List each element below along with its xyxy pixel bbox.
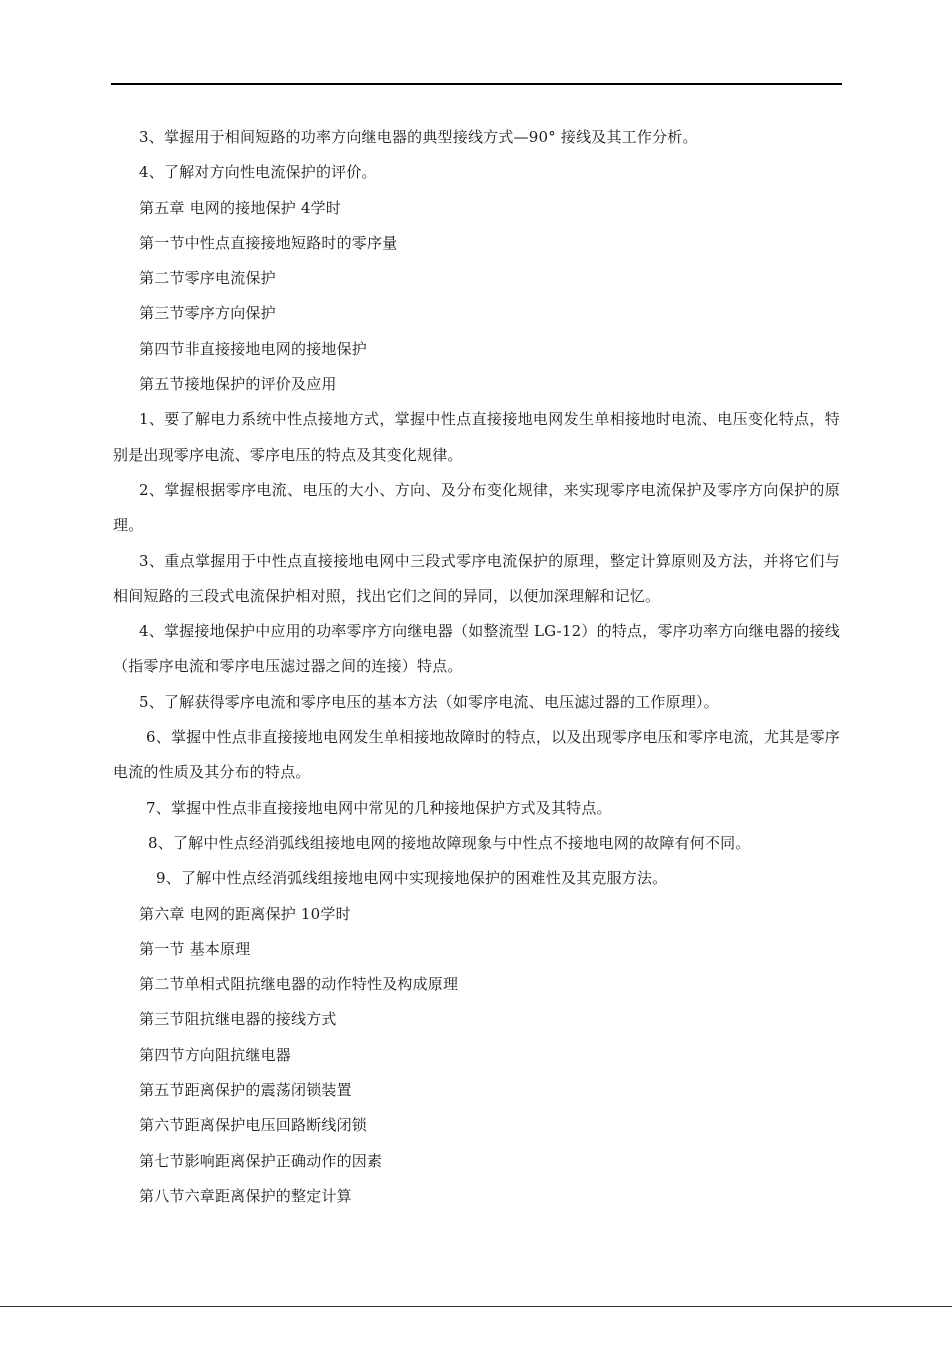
section-6-8: 第八节六章距离保护的整定计算 (139, 1186, 352, 1205)
chapter-5-heading: 第五章 电网的接地保护 4学时 (139, 198, 342, 217)
paragraph-item-3: 3、掌握用于相间短路的功率方向继电器的典型接线方式—90° 接线及其工作分析。 (139, 128, 698, 146)
footer-rule (0, 1306, 952, 1307)
paragraph-item-4: 4、了解对方向性电流保护的评价。 (139, 163, 377, 182)
requirement-8: 8、了解中性点经消弧线组接地电网的接地故障现象与中性点不接地电网的故障有何不同。 (148, 833, 751, 852)
section-5-3: 第三节零序方向保护 (139, 304, 276, 323)
requirement-2: 2、掌握根据零序电流、电压的大小、方向、及分布变化规律，来实现零序电流保护及零序方向保护的原理。 (113, 480, 840, 535)
requirement-1: 1、要了解电力系统中性点接地方式，掌握中性点直接接地电网发生单相接地时电流、电压变化特点，特别是出现零序电流、零序电压的特点及其变化规律。 (113, 410, 840, 464)
header-rule (111, 83, 842, 85)
section-5-2: 第二节零序电流保护 (139, 269, 276, 288)
section-5-5: 第五节接地保护的评价及应用 (139, 375, 337, 394)
requirement-9: 9、了解中性点经消弧线组接地电网中实现接地保护的困难性及其克服方法。 (156, 869, 668, 888)
requirement-5: 5、了解获得零序电流和零序电压的基本方法（如零序电流、电压滤过器的工作原理）。 (139, 692, 719, 711)
section-6-5: 第五节距离保护的震荡闭锁装置 (139, 1081, 352, 1100)
section-6-7: 第七节影响距离保护正确动作的因素 (139, 1151, 383, 1170)
requirement-6: 6、掌握中性点非直接接地电网发生单相接地故障时的特点，以及出现零序电压和零序电流，尤其是零序电流的性质及其分布的特点。 (113, 728, 840, 782)
section-6-2: 第二节单相式阻抗继电器的动作特性及构成原理 (139, 975, 459, 994)
section-5-1: 第一节中性点直接接地短路时的零序量 (139, 233, 398, 252)
section-5-4: 第四节非直接接地电网的接地保护 (139, 339, 368, 358)
section-6-1: 第一节 基本原理 (139, 939, 251, 958)
requirement-4: 4、掌握接地保护中应用的功率零序方向继电器（如整流型 LG-12）的特点，零序功率方向继电器的接线（指零序电流和零序电压滤过器之间的连接）特点。 (113, 622, 840, 676)
document-body (113, 120, 840, 1214)
section-6-6: 第六节距离保护电压回路断线闭锁 (139, 1116, 368, 1135)
chapter-6-heading: 第六章 电网的距离保护 10学时 (139, 904, 351, 923)
section-6-3: 第三节阻抗继电器的接线方式 (139, 1010, 337, 1029)
requirement-3: 3、重点掌握用于中性点直接接地电网中三段式零序电流保护的原理，整定计算原则及方法，并将它们与相间短路的三段式电流保护相对照，找出它们之间的异同，以便加深理解和记忆。 (113, 551, 840, 605)
requirement-7: 7、掌握中性点非直接接地电网中常见的几种接地保护方式及其特点。 (146, 798, 612, 817)
section-6-4: 第四节方向阻抗继电器 (139, 1045, 292, 1064)
